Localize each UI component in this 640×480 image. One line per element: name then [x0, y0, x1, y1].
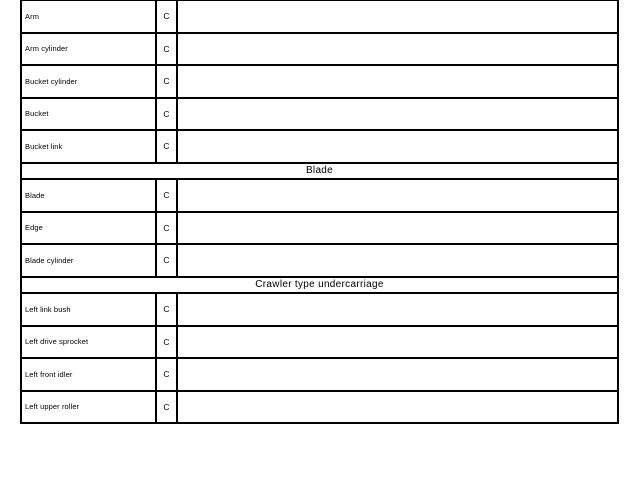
part-name: Bucket cylinder	[21, 65, 156, 98]
section-header-row	[21, 277, 618, 294]
table-row	[21, 293, 618, 326]
table-row	[21, 1, 618, 33]
remarks-cell	[177, 358, 618, 391]
table-row	[21, 130, 618, 163]
grade-cell: C	[156, 98, 177, 131]
table-row	[21, 326, 618, 359]
part-name: Arm	[21, 1, 156, 33]
table-row	[21, 33, 618, 66]
grade-cell: C	[156, 326, 177, 359]
remarks-cell	[177, 391, 618, 424]
table-row	[21, 244, 618, 277]
table-row	[21, 98, 618, 131]
remarks-cell	[177, 212, 618, 245]
grade-cell: C	[156, 179, 177, 212]
table-row	[21, 391, 618, 424]
remarks-cell	[177, 244, 618, 277]
part-name: Left front idler	[21, 358, 156, 391]
remarks-cell	[177, 1, 618, 33]
grade-cell: C	[156, 212, 177, 245]
grade-cell: C	[156, 358, 177, 391]
table-row	[21, 212, 618, 245]
section-header-row	[21, 163, 618, 180]
part-name: Left drive sprocket	[21, 326, 156, 359]
remarks-cell	[177, 33, 618, 66]
remarks-cell	[177, 65, 618, 98]
part-name: Edge	[21, 212, 156, 245]
part-name: Bucket link	[21, 130, 156, 163]
remarks-cell	[177, 326, 618, 359]
part-name: Blade cylinder	[21, 244, 156, 277]
remarks-cell	[177, 293, 618, 326]
inspection-sheet	[20, 0, 619, 424]
remarks-cell	[177, 130, 618, 163]
grade-cell: C	[156, 1, 177, 33]
part-name: Left upper roller	[21, 391, 156, 424]
remarks-cell	[177, 98, 618, 131]
inspection-table	[20, 0, 619, 424]
part-name: Left link bush	[21, 293, 156, 326]
grade-cell: C	[156, 130, 177, 163]
table-row	[21, 179, 618, 212]
table-row	[21, 358, 618, 391]
part-name: Blade	[21, 179, 156, 212]
grade-cell: C	[156, 33, 177, 66]
grade-cell: C	[156, 293, 177, 326]
remarks-cell	[177, 179, 618, 212]
part-name: Arm cylinder	[21, 33, 156, 66]
part-name: Bucket	[21, 98, 156, 131]
grade-cell: C	[156, 65, 177, 98]
grade-cell: C	[156, 244, 177, 277]
table-row	[21, 65, 618, 98]
section-title: Blade	[21, 163, 618, 180]
section-title: Crawler type undercarriage	[21, 277, 618, 294]
grade-cell: C	[156, 391, 177, 424]
